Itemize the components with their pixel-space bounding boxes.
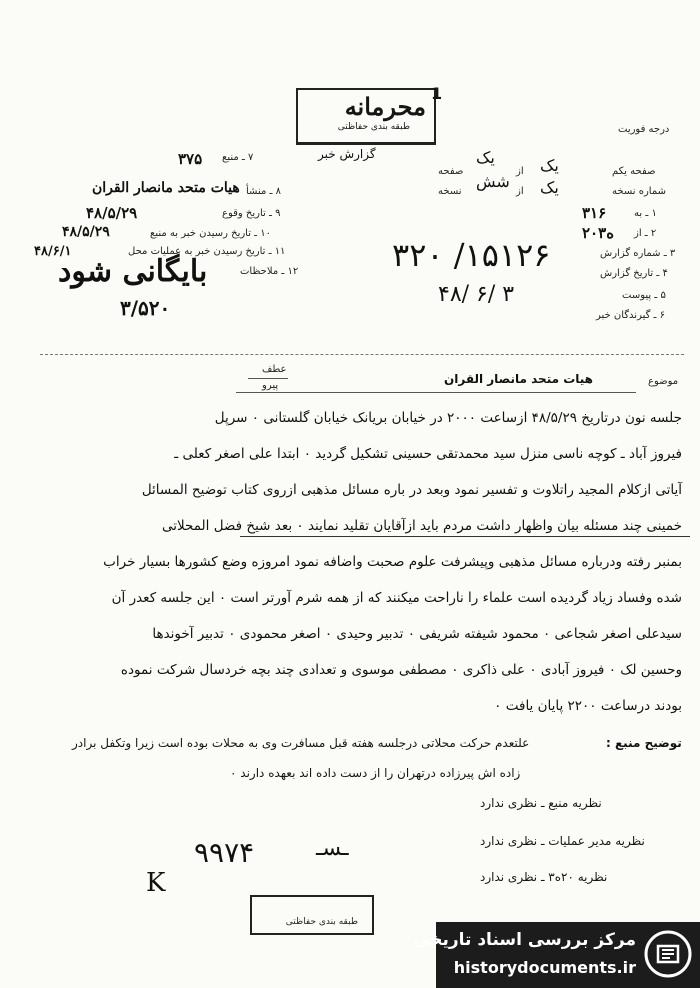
handwritten-signature-mark: ـسـ xyxy=(316,836,349,861)
report-type: گزارش خبر xyxy=(318,147,376,161)
body-line: بودند درساعت ۲۲۰۰ پایان یافت ۰ xyxy=(494,698,682,714)
atf-divider xyxy=(248,378,288,379)
field-value-origin: هیات متحد مانصار القران xyxy=(92,180,240,196)
analysis-source: نظریه منبع ـ نظری ندارد xyxy=(480,796,602,810)
header-divider xyxy=(40,354,684,355)
field-label-from: ۲ ـ از xyxy=(634,228,657,239)
field-value-from: ۲۰ه۳ xyxy=(582,224,615,242)
body-line: آیاتی ازکلام المجید راتلاوت و تفسیر نمود وبعد در باره مسائل مذهبی ازروی کتاب توضیح المسائل xyxy=(141,482,682,498)
classification-title: محرمانه xyxy=(344,92,426,121)
field-label-remarks: ۱۲ ـ ملاحظات xyxy=(240,266,299,277)
copy-of-label: از xyxy=(516,186,524,197)
classification-stamp xyxy=(296,88,436,145)
page-number-hand: یک xyxy=(540,156,559,175)
source-comment-line1: علتعدم حرکت محلاتی درجلسه هفته قبل مسافرت وی به محلات بوده است زیرا وتکفل برادر xyxy=(72,736,530,750)
body-line: خمینی چند مسئله بیان واظهار داشت مردم باید ازآقایان تقلید نمایند ۰ بعد شیخ فضل المحلاتی xyxy=(161,518,682,534)
archive-logo xyxy=(413,922,700,988)
field-label-page: صفحه یکم xyxy=(612,166,656,177)
field-label-report-no: ۳ ـ شماره گزارش xyxy=(600,248,676,259)
subject-label: موضوع xyxy=(648,376,679,387)
field-label-report-date: ۴ ـ تاریخ گزارش xyxy=(600,268,668,279)
field-label-to: ۱ ـ به xyxy=(634,208,657,219)
page-of-label: از xyxy=(516,166,524,177)
urgency-label: درجه فوریت xyxy=(618,124,670,135)
analysis-ops: نظریه مدیر عملیات ـ نظری ندارد xyxy=(480,834,645,848)
stamp-number: 1 xyxy=(431,84,443,103)
field-value-received-ops: ۴۸/۶/۱ xyxy=(34,244,72,259)
peyro-label: پیرو xyxy=(262,380,279,391)
analysis-office: نظریه ۲۰ه۳ ـ نظری ندارد xyxy=(480,870,608,884)
field-value-source: ۳۷۵ xyxy=(178,150,203,168)
field-label-recipients: ۶ ـ گیرندگان خبر xyxy=(596,310,666,321)
field-label-received-ops: ۱۱ ـ تاریخ رسیدن خبر به عملیات محل xyxy=(128,246,286,257)
handwritten-corner-mark: K xyxy=(146,868,166,898)
source-comment-label: توضیح منبع : xyxy=(606,736,682,750)
body-line: وحسین لک ۰ فیروز آبادی ۰ علی ذاکری ۰ مصطفی موسوی و تعدادی چند بچه خردسال شرکت نموده xyxy=(120,662,682,678)
field-label-event-date: ۹ ـ تاریخ وقوع xyxy=(222,208,281,219)
body-line: بمنبر رفته ودرباره مسائل مذهبی وپیشرفت علوم صحبت واضافه نمود امروزه وضع کشورها بسیار خراب xyxy=(103,554,682,570)
field-label-received-source: ۱۰ ـ تاریخ رسیدن خبر به منبع xyxy=(150,228,272,239)
atf-label: عطف xyxy=(262,364,287,375)
footer-classification-stamp xyxy=(250,895,374,935)
source-comment-line2: زاده اش پیرزاده درتهران را از دست داده اند بعهده دارند ۰ xyxy=(230,766,521,780)
field-label-attachment: ۵ ـ پیوست xyxy=(622,290,666,301)
footer-stamp-subtitle: طبقه بندی حفاظتی xyxy=(285,917,358,927)
handwritten-report-number: ۳۲۰ /۱۵۱۲۶ xyxy=(392,236,551,274)
body-line: سیدعلی اصغر شجاعی ۰ محمود شیفته شریفی ۰ تدبیر وحیدی ۰ اصغر محمودی ۰ تدبیر آخوندها xyxy=(152,626,682,642)
copy-label: نسخه xyxy=(438,186,462,197)
body-line: شده وفساد زیاد گردیده است علماء را ناراحت میکنند که از همه شرم آورتر است ۰ این جلسه کعدر آن xyxy=(111,590,682,606)
copy-total-hand: شش xyxy=(476,172,510,191)
field-label-copy: شماره نسخه xyxy=(612,186,666,197)
field-value-received-source: ۴۸/۵/۲۹ xyxy=(62,224,110,240)
body-underline xyxy=(240,536,690,537)
archive-logo-url: historydocuments.ir xyxy=(453,958,636,977)
body-line: جلسه نون درتاریخ ۴۸/۵/۲۹ ازساعت ۲۰۰۰ در خیابان بریانک خیابان گلستانی ۰ سرپل xyxy=(214,410,682,426)
archive-emblem-icon xyxy=(644,930,692,978)
copy-number-hand: یک xyxy=(540,178,559,197)
subject-value: هیات متحد مانصار القران xyxy=(444,372,593,386)
field-value-to: ۳۱۶ xyxy=(582,204,607,222)
classification-subtitle: طبقه بندی حفاظتی xyxy=(337,122,410,132)
archive-number: ۳/۵۲۰ xyxy=(120,296,171,320)
field-label-origin: ۸ ـ منشأ xyxy=(246,186,282,197)
field-value-event-date: ۴۸/۵/۲۹ xyxy=(86,204,138,222)
archive-note: بایگانی شود xyxy=(58,254,208,289)
page-total-hand: یک xyxy=(476,148,495,167)
page-label: صفحه xyxy=(438,166,464,177)
body-line: فیروز آباد ـ کوچه ناسی منزل سید محمدتقی حسینی تشکیل گردید ۰ ابتدا علی اصغر کعلی ـ xyxy=(174,446,682,462)
subject-underline xyxy=(236,392,636,393)
handwritten-reference: ۹۹۷۴ xyxy=(194,836,255,869)
handwritten-report-date: ۴۸/ ۶/ ۳ xyxy=(438,282,515,307)
field-label-source: ۷ ـ منبع xyxy=(222,152,254,163)
archive-logo-title: مرکز بررسی اسناد تاریخی xyxy=(413,930,636,950)
